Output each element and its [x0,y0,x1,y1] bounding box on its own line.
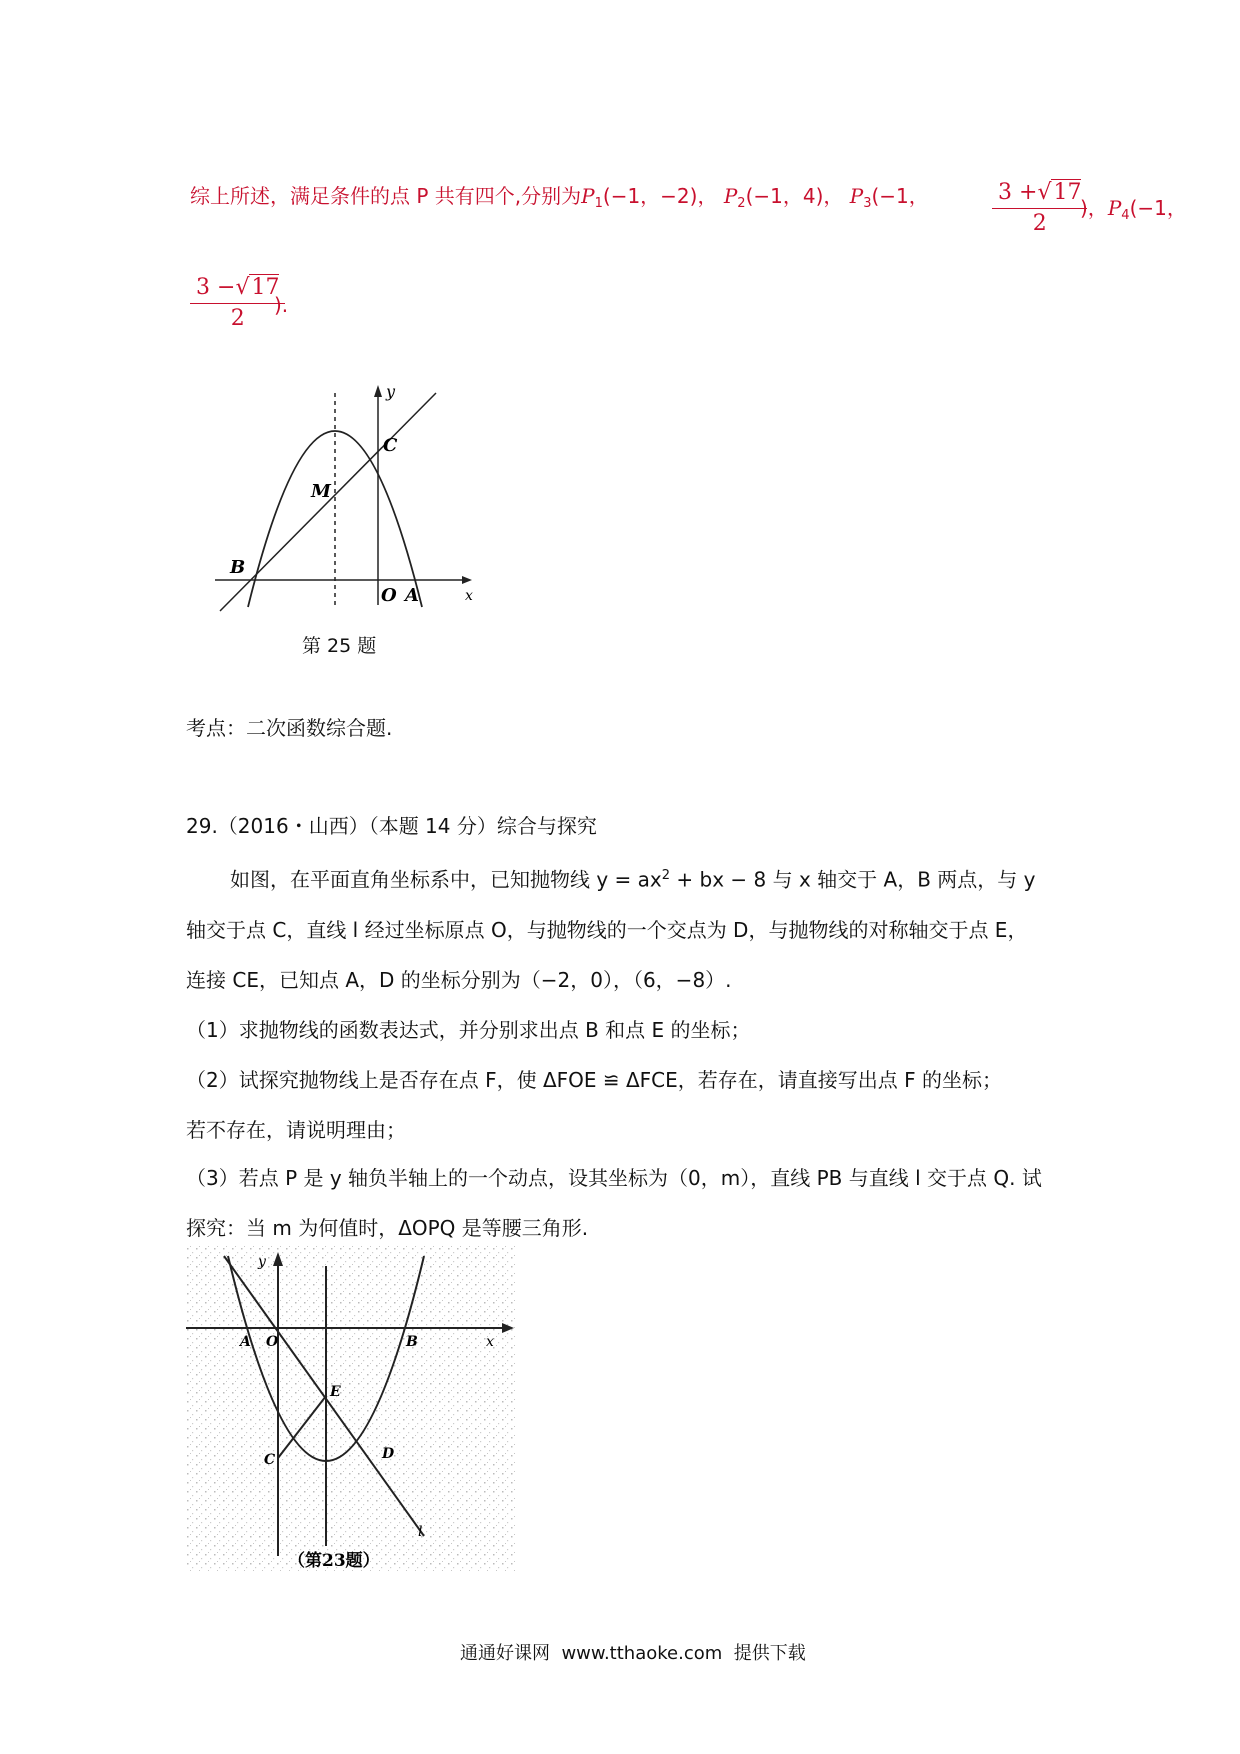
label-b: B [406,1334,418,1350]
label-e: E [330,1384,341,1400]
summary-lead: 综上所述，满足条件的点 P 共有四个,分别为 [190,184,582,208]
p4-label: P [1107,196,1122,220]
label-x: x [465,588,473,604]
problem-header: 29.（2016・山西）（本题 14 分）综合与探究 [186,814,597,838]
label-y: y [258,1254,266,1270]
summary-line-1-end [1080,194,1187,230]
label-m: M [311,481,331,502]
label-x: x [486,1334,494,1350]
label-c: C [264,1452,276,1468]
kaodian: 考点：二次函数综合题. [186,716,393,740]
p2-coord: (−1，4)， [745,184,844,208]
x-axis-arrow [462,576,472,584]
label-o: O [266,1334,279,1350]
problem-line-1: 如图，在平面直角坐标系中，已知抛物线 $y = ax^2$ + bx − 8 与 x 轴交于 A，B 两点，与 y [230,867,1036,892]
p3-label: P [849,184,864,208]
p3-close: )， [1080,196,1108,220]
label-c: C [383,435,398,456]
label-y: y [386,382,396,401]
figure-23-caption: （第23题） [288,1551,380,1571]
p3-sub: 3 [863,196,872,211]
label-d: D [382,1446,395,1462]
scan-background [186,1246,516,1571]
label-o: O [381,585,397,606]
p2-sub: 2 [737,196,746,211]
p2-label: P [723,184,738,208]
figure-23-graph [186,1246,516,1571]
p1-sub: 1 [594,196,603,211]
p1-label: P [581,184,595,208]
label-l: l [418,1524,423,1540]
question-3: （3）若点 P 是 y 轴负半轴上的一个动点，设其坐标为（0，m），直线 PB 与直线 l 交于点 Q. 试 [186,1166,1042,1190]
figure-25-graph [200,375,490,615]
problem-line-2: 轴交于点 C，直线 l 经过坐标原点 O，与抛物线的一个交点为 D，与抛物线的对称轴交于点 E， [186,918,1028,942]
label-b: B [230,557,246,578]
p3-open: (−1， [871,184,929,208]
label-a: A [240,1334,251,1350]
figure-25-caption: 第 25 题 [302,635,377,657]
fraction-3-minus-sqrt17: $\frac{3 -√17}{2}$ [190,275,285,332]
footer: 通通好课网 www.tthaoke.com 提供下载 [460,1643,806,1664]
p4-sub: 4 [1121,208,1130,223]
question-2-cont: 若不存在，请说明理由； [186,1118,406,1142]
p4-open: (−1， [1129,196,1187,220]
question-3-cont: 探究：当 m 为何值时，ΔOPQ 是等腰三角形. [186,1216,589,1240]
fraction-3-plus-sqrt17: $\frac{3 +√17}{2}$ [992,180,1087,237]
line-bc [220,393,436,611]
y-axis-arrow [374,385,382,397]
p1-coord: (−1，−2)， [602,184,718,208]
question-2: （2）试探究抛物线上是否存在点 F，使 ΔFOE ≌ ΔFCE，若存在，请直接写出点 F 的坐标； [186,1068,1002,1092]
question-1: （1）求抛物线的函数表达式，并分别求出点 B 和点 E 的坐标； [186,1018,751,1042]
problem-line-3: 连接 CE，已知点 A，D 的坐标分别为（−2，0），（6，−8）. [186,968,732,992]
label-a: A [405,585,419,606]
p4-close: ). [274,293,289,317]
